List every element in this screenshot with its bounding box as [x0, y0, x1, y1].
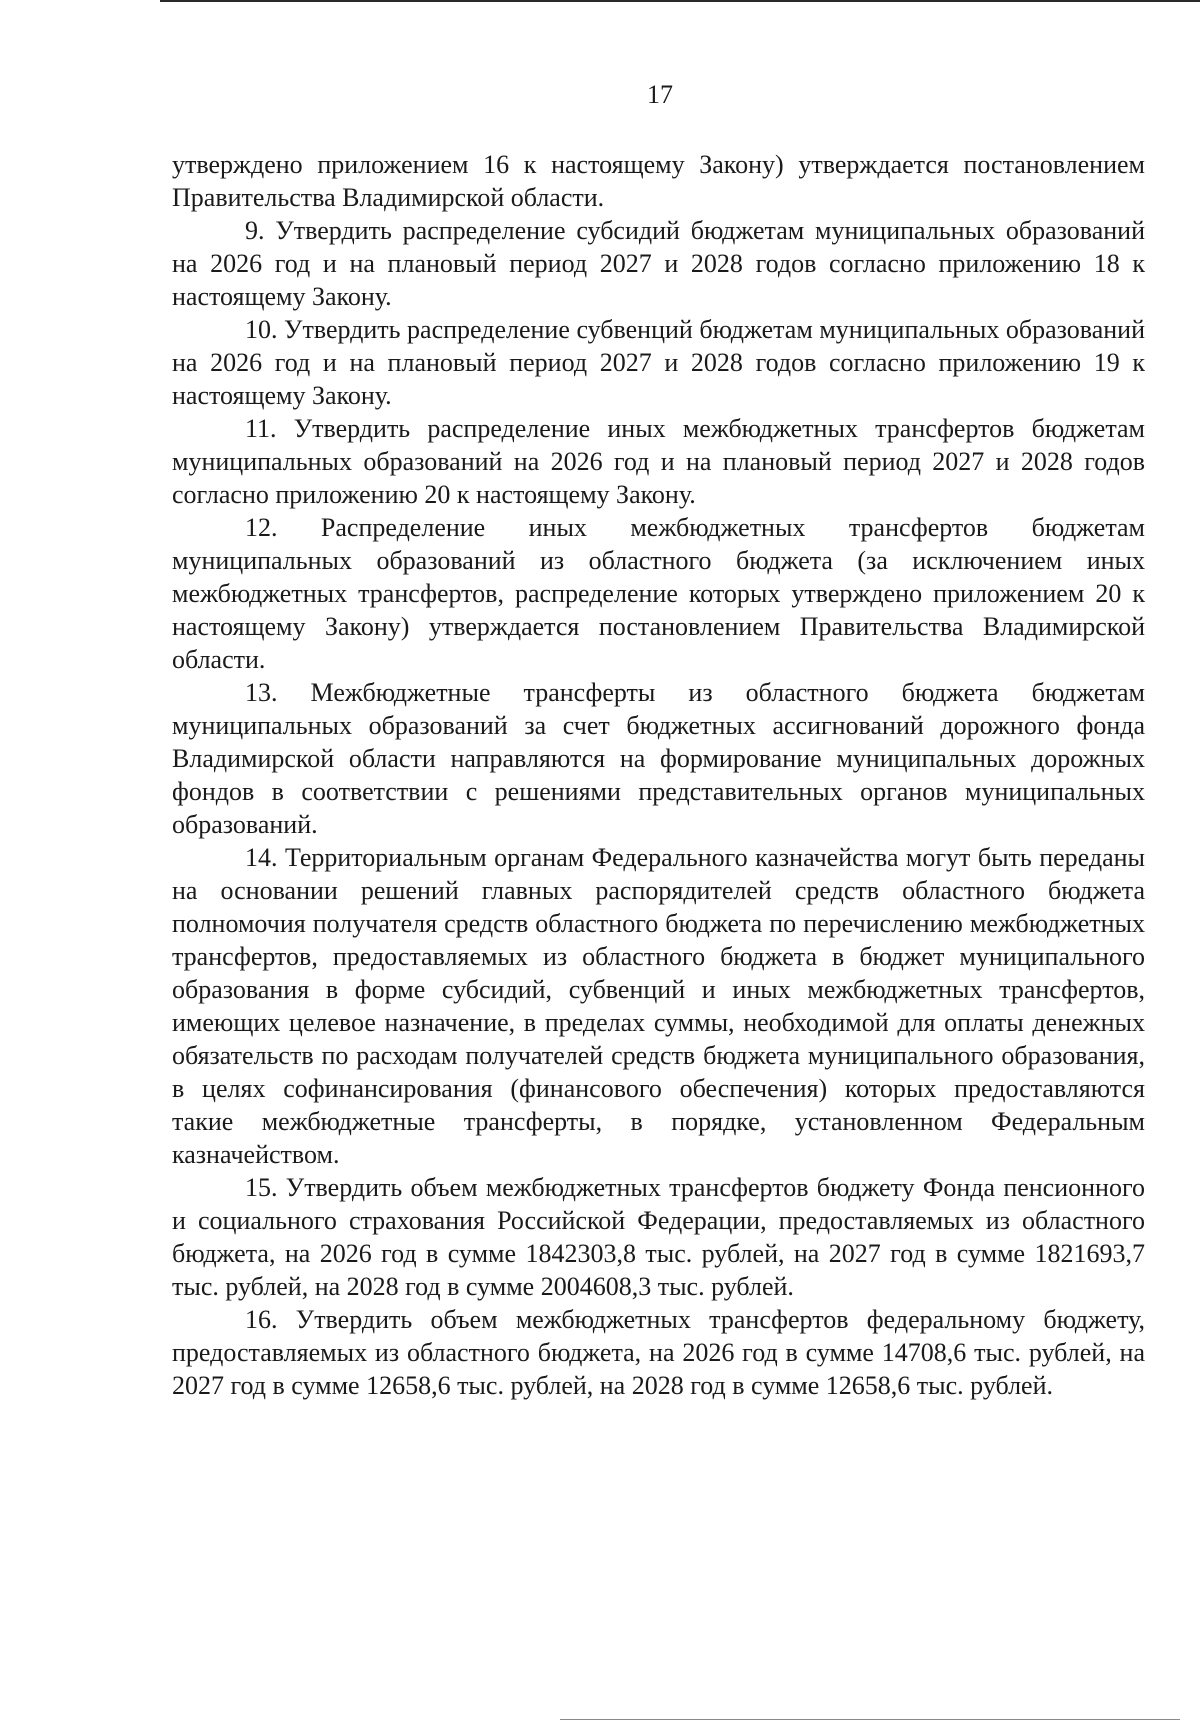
paragraph-item-10: 10. Утвердить распределение субвенций бюджетам муниципальных образований на 2026 год и на плановый период 2027 и 2028 годов согласно приложению 19 к настоящему Закону.	[172, 315, 1145, 410]
paragraph-continuation: утверждено приложением 16 к настоящему Закону) утверждается постановлением Правительства Владимирской области.	[172, 150, 1145, 212]
paragraph-item-11: 11. Утвердить распределение иных межбюджетных трансфертов бюджетам муниципальных образований на 2026 год и на плановый период 2027 и 2028 годов согласно приложению 20 к настоящему Закону.	[172, 414, 1145, 509]
paragraph-item-16: 16. Утвердить объем межбюджетных трансфертов федеральному бюджету, предоставляемых из областного бюджета, на 2026 год в сумме 14708,6 тыс. рублей, на 2027 год в сумме 12658,6 тыс. рублей, на 2028 год в сумме 12658,6 тыс. рублей.	[172, 1305, 1145, 1400]
paragraph-item-15: 15. Утвердить объем межбюджетных трансфертов бюджету Фонда пенсионного и социального страхования Российской Федерации, предоставляемых из областного бюджета, на 2026 год в сумме 1842303,8 тыс. рублей, на 2027 год в сумме 1821693,7 тыс. рублей, на 2028 год в сумме 2004608,3 тыс. рублей.	[172, 1173, 1145, 1301]
paragraph-item-12: 12. Распределение иных межбюджетных трансфертов бюджетам муниципальных образований из областного бюджета (за исключением иных межбюджетных трансфертов, распределение которых утверждено приложением 20 к настоящему Закону) утверждается постановлением Правительства Владимирской области.	[172, 513, 1145, 674]
document-body	[172, 148, 1145, 1402]
scan-edge-line-top	[160, 0, 1200, 2]
page-number: 17	[647, 80, 673, 109]
paragraph-item-14: 14. Территориальным органам Федерального казначейства могут быть переданы на основании решений главных распорядителей средств областного бюджета полномочия получателя средств областного бюджета по перечислению межбюджетных трансфертов, предоставляемых из областного бюджета в бюджет муниципального образования в форме субсидий, субвенций и иных межбюджетных трансфертов, имеющих целевое назначение, в пределах суммы, необходимой для оплаты денежных обязательств по расходам получателей средств бюджета муниципального образования, в целях софинансирования (финансового обеспечения) которых предоставляются такие межбюджетные трансферты, в порядке, установленном Федеральным казначейством.	[172, 843, 1145, 1169]
paragraph-item-9: 9. Утвердить распределение субсидий бюджетам муниципальных образований на 2026 год и на плановый период 2027 и 2028 годов согласно приложению 18 к настоящему Закону.	[172, 216, 1145, 311]
paragraph-item-13: 13. Межбюджетные трансферты из областного бюджета бюджетам муниципальных образований за счет бюджетных ассигнований дорожного фонда Владимирской области направляются на формирование муниципальных дорожных фондов в соответствии с решениями представительных органов муниципальных образований.	[172, 678, 1145, 839]
scan-edge-line-bottom	[560, 1719, 1180, 1720]
